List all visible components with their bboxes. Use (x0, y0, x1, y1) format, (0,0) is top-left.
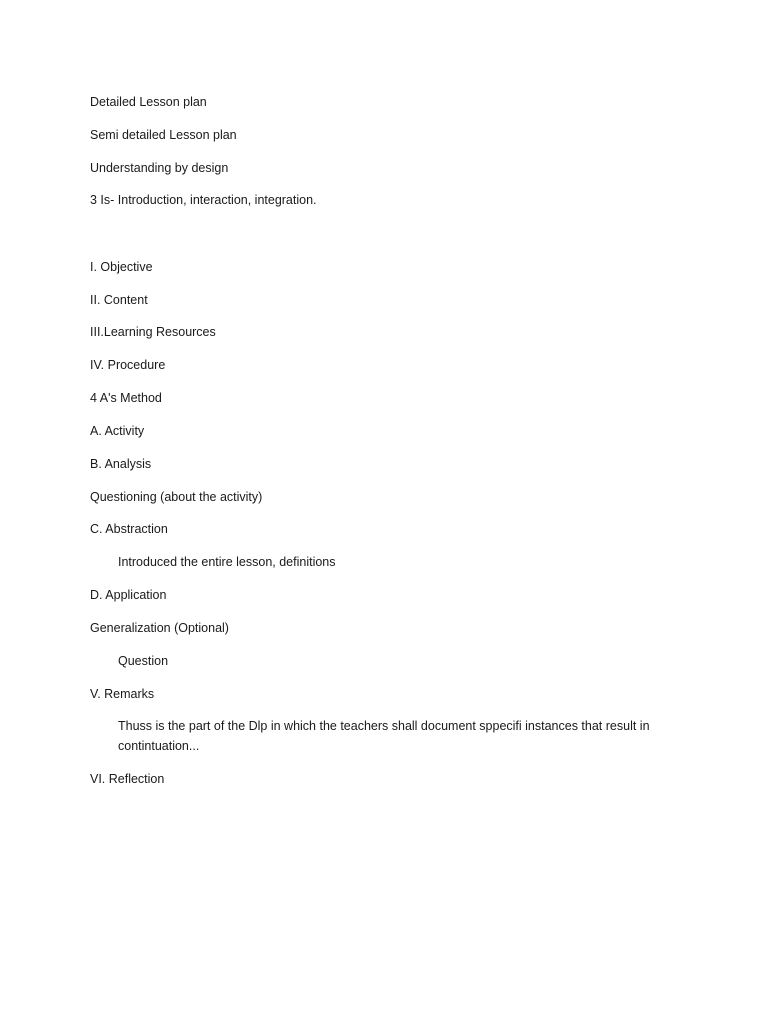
remarks-paragraph: Thuss is the part of the Dlp in which the teachers shall document sppecifi instances that result in contintuation... (118, 719, 650, 753)
text-line: 4 A's Method (90, 391, 162, 405)
text-line: Detailed Lesson plan (90, 95, 207, 109)
section-heading: VI. Reflection (90, 772, 165, 786)
section-heading: III.Learning Resources (90, 325, 216, 339)
section-heading: IV. Procedure (90, 358, 166, 372)
section-heading: II. Content (90, 293, 148, 307)
text-line: 3 Is- Introduction, interaction, integration. (90, 193, 317, 207)
text-line: C. Abstraction (90, 522, 168, 536)
text-line: A. Activity (90, 424, 145, 438)
text-line: B. Analysis (90, 457, 152, 471)
text-line: D. Application (90, 588, 167, 602)
text-line: Semi detailed Lesson plan (90, 128, 237, 142)
indented-line: Question (118, 654, 169, 668)
text-line: Understanding by design (90, 161, 229, 175)
indented-line: Introduced the entire lesson, definitions (118, 555, 336, 569)
section-heading: V. Remarks (90, 687, 155, 701)
text-line: Questioning (about the activity) (90, 490, 263, 504)
text-line: Generalization (Optional) (90, 621, 229, 635)
section-heading: I. Objective (90, 260, 153, 274)
